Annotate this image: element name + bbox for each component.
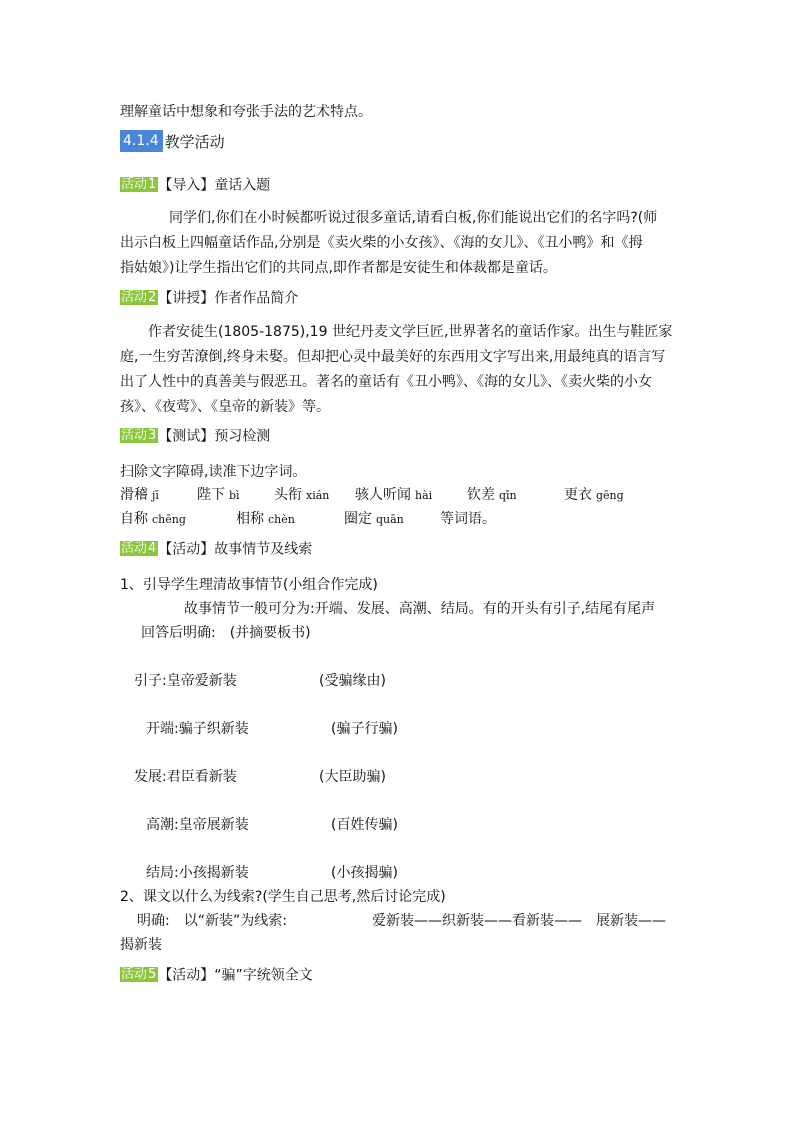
instruction-text: 扫除文字障碍,读准下边字词。 xyxy=(120,464,307,480)
plot-stage: 高潮:皇帝展新装 xyxy=(146,817,249,833)
clue-chain: 爱新装——织新装——看新装—— 展新装—— xyxy=(372,913,666,929)
activity-badge: 活动2 xyxy=(121,290,157,305)
plot-note: (大臣助骗) xyxy=(319,769,386,785)
activity-5-heading xyxy=(120,964,313,985)
activity-title: 【活动】故事情节及线索 xyxy=(158,541,313,558)
activity-title: 【讲授】作者作品简介 xyxy=(158,290,299,307)
vocab-item: 滑稽 jī xyxy=(120,487,159,503)
plot-note: (小孩揭骗) xyxy=(331,865,398,881)
plot-note: (骗子行骗) xyxy=(331,721,398,737)
clue-end: 揭新装 xyxy=(120,937,162,953)
vocab-item: 更衣 gēng xyxy=(564,487,624,503)
list-item: 1、引导学生理清故事情节(小组合作完成) xyxy=(120,577,378,593)
plot-stage: 引子:皇帝爱新装 xyxy=(134,673,237,689)
plot-stage: 发展:君臣看新装 xyxy=(134,769,237,785)
list-item: 2、课文以什么为线索?(学生自己思考,然后讨论完成) xyxy=(120,889,446,905)
plot-stage: 结局:小孩揭新装 xyxy=(146,865,249,881)
activity-badge: 活动5 xyxy=(121,967,157,982)
vocab-item: 自称 chēng xyxy=(120,511,186,527)
activity-3-heading xyxy=(120,425,270,446)
answer-line: 回答后明确: (并摘要板书) xyxy=(141,625,311,641)
activity-badge: 活动3 xyxy=(121,428,157,443)
clue-label: 明确: 以“新装”为线索: xyxy=(137,913,287,929)
plot-stage: 开端:骗子织新装 xyxy=(146,721,249,737)
paragraph-line: 同学们,你们在小时候都听说过很多童话,请看白板,你们能说出它们的名字吗?(师 xyxy=(169,210,658,226)
activity-badge: 活动4 xyxy=(121,541,157,556)
intro-text: 理解童话中想象和夸张手法的艺术特点。 xyxy=(120,104,372,120)
paragraph-line: 出示白板上四幅童话作品,分别是《卖火柴的小女孩》、《海的女儿》、《丑小鸭》和《拇 xyxy=(120,235,643,251)
vocab-item: 钦差 qīn xyxy=(467,487,517,503)
paragraph-line: 出了人性中的真善美与假恶丑。著名的童话有《丑小鸭》、《海的女儿》、《卖火柴的小女 xyxy=(120,374,652,390)
paragraph-line: 指姑娘》)让学生指出它们的共同点,即作者都是安徒生和体裁都是童话。 xyxy=(120,260,557,276)
activity-1-heading xyxy=(120,174,270,195)
section-number: 4.1.4 xyxy=(120,130,163,152)
activity-title: 【导入】童话入题 xyxy=(158,177,271,194)
activity-2-heading xyxy=(120,287,298,308)
activity-badge: 活动1 xyxy=(121,177,157,192)
vocab-item: 陛下 bì xyxy=(197,487,240,503)
paragraph-line: 作者安徒生(1805-1875),19 世纪丹麦文学巨匠,世界著名的童话作家。出生与鞋匠家 xyxy=(148,324,673,340)
plot-note: (百姓传骗) xyxy=(331,817,398,833)
paragraph-line: 孩》、《夜莺》、《皇帝的新装》等。 xyxy=(120,399,330,415)
activity-4-heading xyxy=(120,538,312,559)
section-title: 教学活动 xyxy=(164,132,225,151)
vocab-item: 圈定 quān xyxy=(344,511,404,527)
plot-description: 故事情节一般可分为:开端、发展、高潮、结局。有的开头有引子,结尾有尾声 xyxy=(184,601,656,617)
vocab-item: 头衔 xián xyxy=(274,487,330,503)
vocab-item: 相称 chèn xyxy=(236,511,295,527)
activity-title: 【测试】预习检测 xyxy=(158,428,271,445)
paragraph-line: 庭,一生穷苦潦倒,终身未娶。但却把心灵中最美好的东西用文字写出来,用最纯真的语言写 xyxy=(120,349,666,365)
section-heading xyxy=(120,130,225,152)
plot-note: (受骗缘由) xyxy=(319,673,386,689)
vocab-tail: 等词语。 xyxy=(440,511,496,527)
activity-title: 【活动】“骗”字统领全文 xyxy=(158,967,313,984)
vocab-item: 骇人听闻 hài xyxy=(355,487,433,503)
